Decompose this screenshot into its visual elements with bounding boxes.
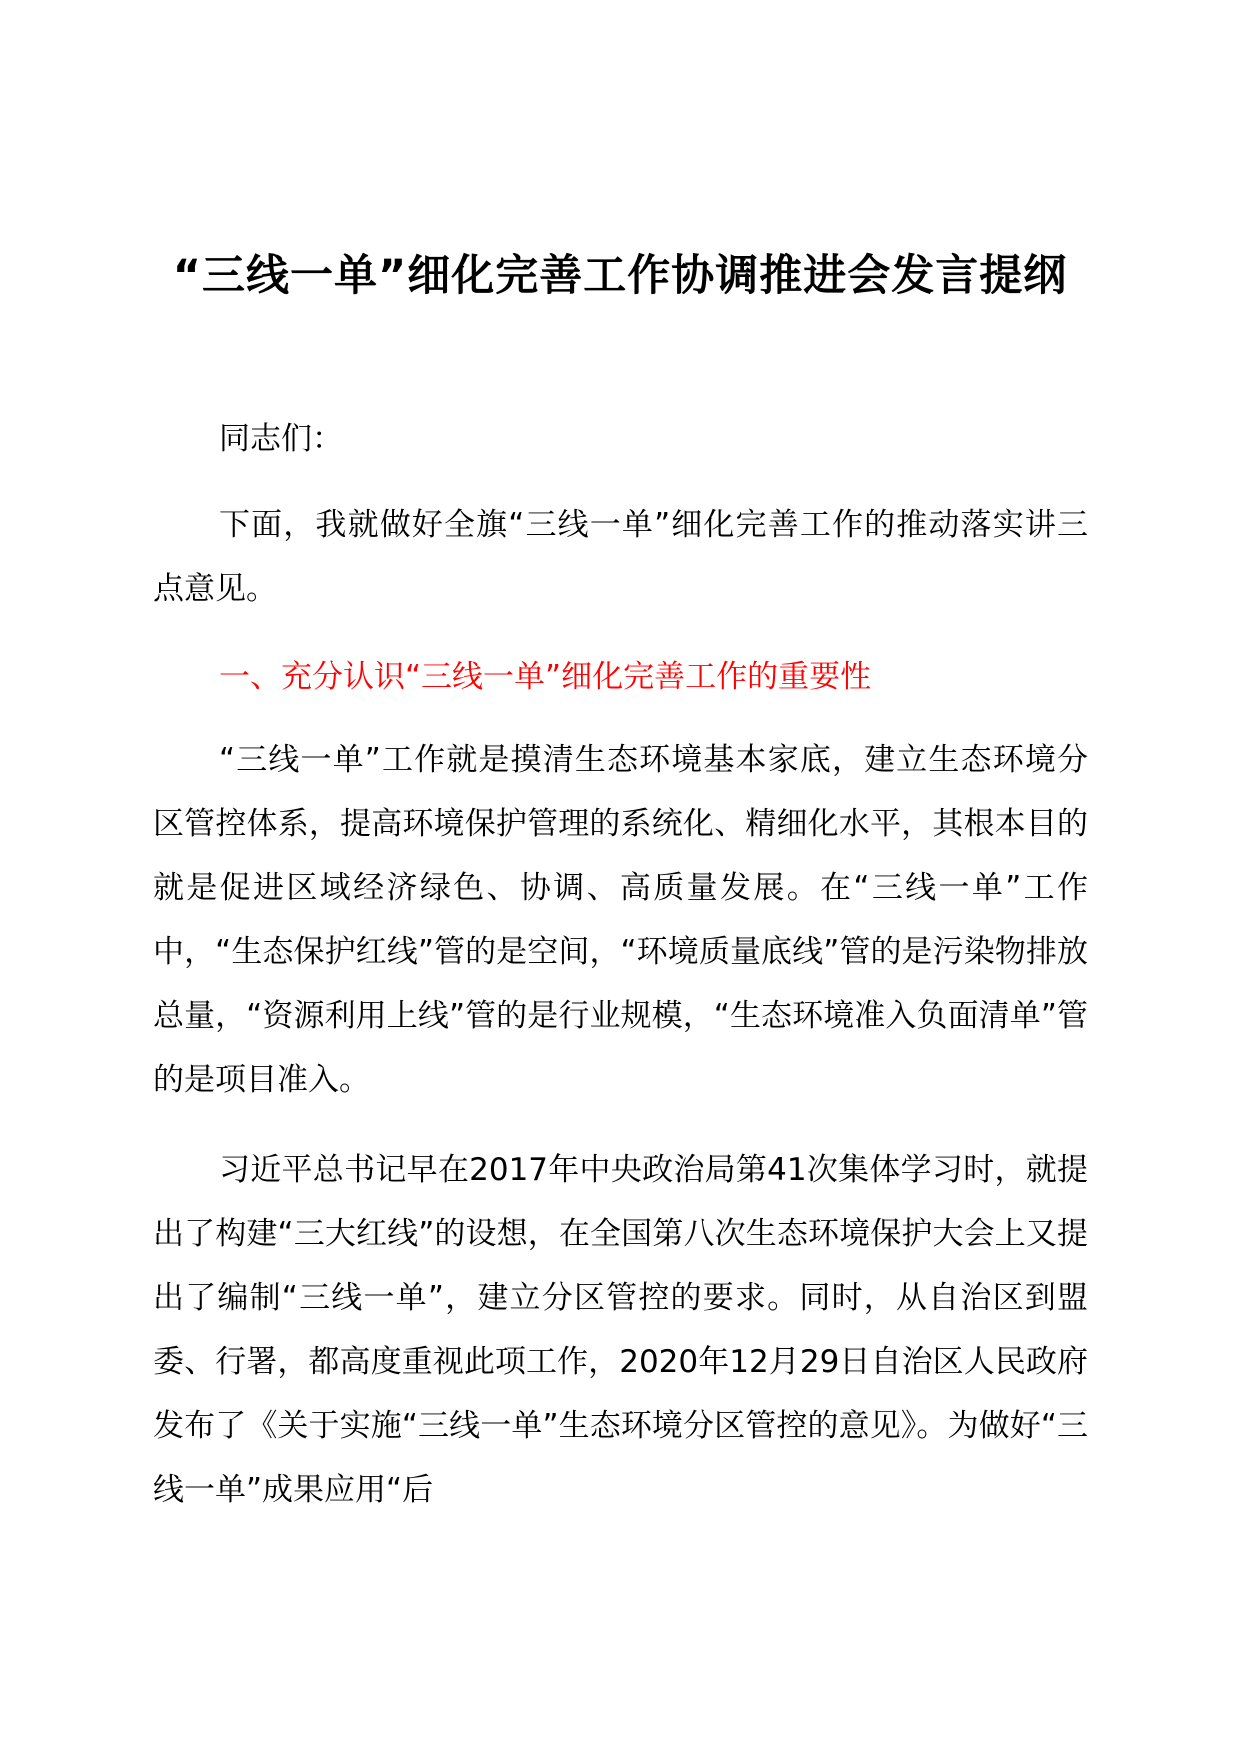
section-heading: 一、充分认识“三线一单”细化完善工作的重要性 (219, 659, 872, 695)
section-paragraph-1: “三线一单”工作就是摸清生态环境基本家底，建立生态环境分区管控体系，提高环境保护管理的系统化、精细化水平，其根本目的就是促进区域经济绿色、协调、高质量发展。在“三线一单”工作中，“生态保护红线”管的是空间，“环境质量底线”管的是污染物排放总量，“资源利用上线”管的是行业规模，“生态环境准入负面清单”管的是项目准入。 (153, 742, 1088, 1098)
section-paragraph-2: 习近平总书记早在2017年中央政治局第41次集体学习时，就提出了构建“三大红线”的设想，在全国第八次生态环境保护大会上又提出了编制“三线一单”，建立分区管控的要求。同时，从自治区到盟委、行署，都高度重视此项工作，2020年12月29日自治区人民政府发布了《关于实施“三线一单”生态环境分区管控的意见》。为做好“三线一单”成果应用“后 (153, 1152, 1088, 1508)
intro-paragraph: 下面，我就做好全旗“三线一单”细化完善工作的推动落实讲三点意见。 (153, 507, 1088, 607)
salutation: 同志们： (219, 421, 343, 457)
document-title: “三线一单”细化完善工作协调推进会发言提纲 (172, 251, 1068, 301)
